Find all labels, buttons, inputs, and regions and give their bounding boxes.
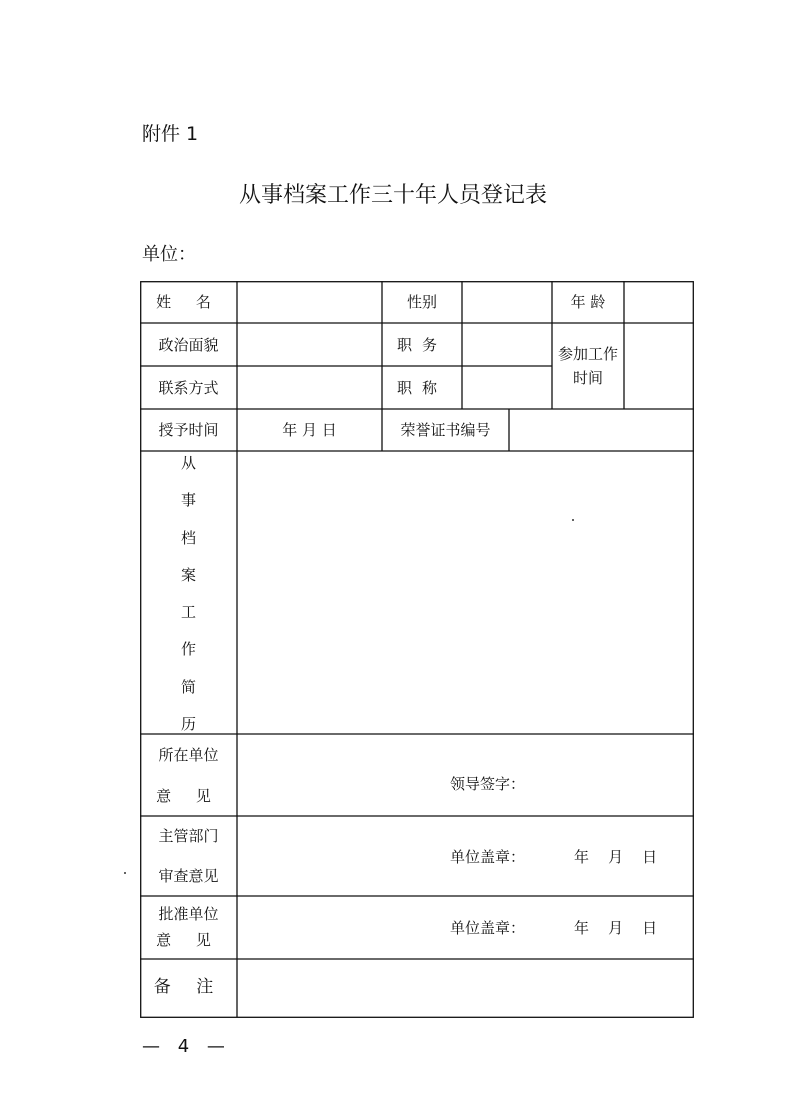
approval-seal-label: 单位盖章： bbox=[450, 919, 526, 937]
page-number: — 4 — bbox=[142, 1036, 231, 1057]
resume-char: 作 bbox=[180, 640, 196, 659]
unit-label: 单位： bbox=[142, 244, 196, 265]
political-status-field[interactable] bbox=[237, 323, 382, 366]
dept-seal-label: 单位盖章： bbox=[450, 848, 526, 866]
unit-opinion-label-line2: 意 见 bbox=[156, 786, 221, 805]
leader-signature-label: 领导签字： bbox=[450, 775, 526, 793]
resume-field[interactable] bbox=[237, 451, 694, 734]
resume-char: 事 bbox=[180, 491, 196, 510]
registration-form bbox=[140, 281, 694, 1018]
resume-char: 简 bbox=[180, 677, 196, 696]
join-work-time-field[interactable] bbox=[624, 323, 694, 409]
gender-field[interactable] bbox=[462, 281, 552, 323]
position-label: 职务 bbox=[396, 335, 447, 354]
name-label: 姓 名 bbox=[156, 293, 221, 311]
resume-char: 从 bbox=[180, 454, 196, 472]
cert-number-field[interactable] bbox=[509, 409, 694, 451]
name-field[interactable] bbox=[237, 281, 382, 323]
dept-review-label-line1: 主管部门 bbox=[158, 827, 219, 845]
gender-label: 性别 bbox=[406, 293, 437, 311]
age-label: 年 龄 bbox=[570, 293, 606, 311]
scan-speck bbox=[124, 872, 126, 874]
dept-review-label bbox=[140, 816, 237, 896]
approval-date: 年 月 日 bbox=[574, 919, 658, 937]
approval-label-line2: 意 见 bbox=[156, 930, 221, 949]
cert-number-label: 荣誉证书编号 bbox=[400, 421, 491, 439]
resume-char: 档 bbox=[180, 528, 196, 547]
title-label: 职称 bbox=[396, 378, 447, 397]
dept-review-date: 年 月 日 bbox=[574, 848, 658, 866]
resume-char: 历 bbox=[180, 714, 196, 733]
attachment-label: 附件 1 bbox=[142, 123, 199, 145]
award-date-field[interactable]: 年 月 日 bbox=[282, 421, 337, 439]
join-work-time-label: 参加工作时间 bbox=[558, 345, 619, 387]
position-field[interactable] bbox=[462, 323, 552, 366]
age-field[interactable] bbox=[624, 281, 694, 323]
form-title: 从事档案工作三十年人员登记表 bbox=[238, 183, 547, 208]
resume-char: 案 bbox=[180, 565, 196, 584]
unit-opinion-label-line1: 所在单位 bbox=[158, 745, 219, 764]
approval-label bbox=[140, 896, 237, 959]
dept-review-label-line2: 审查意见 bbox=[158, 867, 219, 885]
unit-opinion-label bbox=[140, 734, 237, 816]
remarks-field[interactable] bbox=[237, 959, 694, 1017]
contact-field[interactable] bbox=[237, 366, 382, 409]
scan-speck bbox=[572, 519, 574, 521]
remarks-label: 备 注 bbox=[153, 977, 224, 998]
approval-label-line1: 批准单位 bbox=[158, 905, 219, 923]
title-field[interactable] bbox=[462, 366, 552, 409]
resume-char: 工 bbox=[180, 603, 196, 622]
contact-label: 联系方式 bbox=[158, 378, 219, 397]
resume-label bbox=[140, 452, 237, 734]
political-status-label: 政治面貌 bbox=[158, 335, 219, 354]
award-time-label: 授予时间 bbox=[158, 421, 219, 439]
